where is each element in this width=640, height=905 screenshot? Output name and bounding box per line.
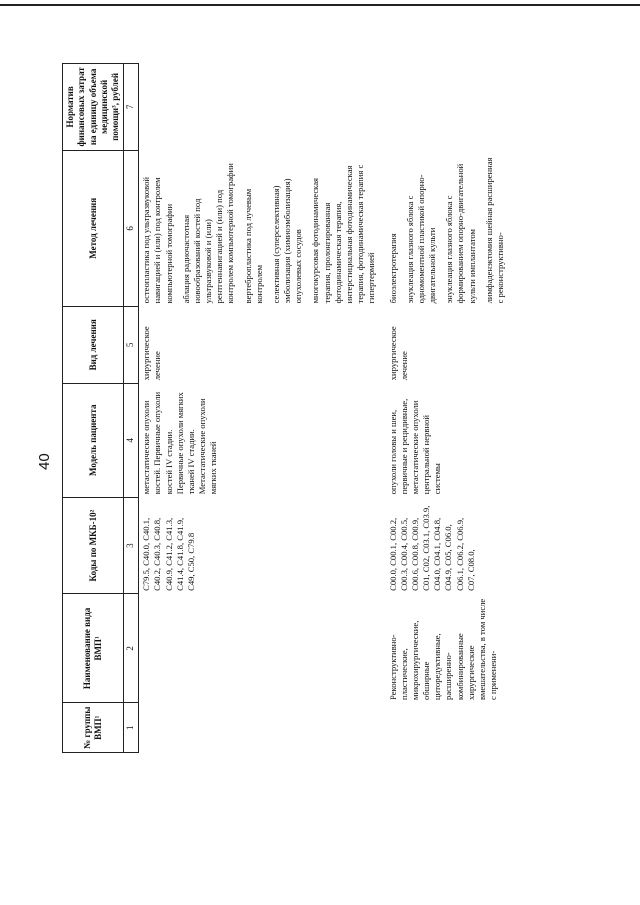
group-cell	[139, 703, 386, 753]
method-item: остеопластика под ультразвуковой навигацией и (или) под контролем компьютерной томографии	[141, 177, 174, 304]
column-number: 3	[124, 497, 139, 594]
method-item: лимфаденэктомия шейная расширенная с реконструктивно-	[483, 157, 505, 304]
header-row	[63, 64, 124, 753]
header-patient-model: Модель пациента	[63, 383, 124, 497]
name-cell	[139, 594, 386, 703]
column-number: 2	[124, 594, 139, 703]
column-number-row	[124, 64, 139, 753]
header-cost: Норматив финансовых затрат на единицу объема медицинской помощи³, рублей	[63, 64, 124, 151]
patient-model-cell: метастатические опухоли костей. Первичные опухоли костей IV стадии. Первичные опухоли мягких тканей IV стадии. Метастатические опухоли мягких тканей	[141, 391, 219, 495]
column-number: 7	[124, 64, 139, 151]
method-item: биоэлектротерапия	[387, 233, 398, 304]
cost-cell	[139, 64, 386, 151]
group-cell	[386, 703, 515, 753]
method-item: селективная (суперселективная) эмболизация (химиоэмболизация) опухолевых сосудов	[270, 178, 304, 304]
codes-cell: C00.0, C00.1, C00.2, C00.3, C00.4, C00.5, C00.6, C00.8, C00.9, C01, C02, C03.1, C03.9, C04.0, C04.1, C04.8, C04.9, C05, C06.0, C06.1, C06.2, C06.9, C07, C08.0,	[387, 505, 476, 591]
method-item: многокурсовая фотодинамическая терапия, пролонгированная фотодинамическая терапия, интерстициальная фотодинамическая терапия, фотодинамическая терапия с гипертермией	[310, 164, 377, 304]
table-row	[139, 64, 386, 753]
column-number: 6	[124, 150, 139, 306]
cost-cell	[386, 64, 515, 151]
method-item: аблация радиочастотная новообразований костей под ультразвуковой и (или) рентгеннавигацией и (или) под контролем компьютерной томографии	[180, 163, 236, 304]
method-item: энуклеация глазного яблока с одномоментной пластикой опорно-двигательной культи	[404, 174, 438, 304]
name-cell: Реконструктивно-пластические, микрохирургические, обширные циторедуктивные, расширенно-комбинированные хирургические вмешательства, в том числе с применени-	[387, 598, 499, 700]
method-item: вертебропластика под лучевым контролем	[242, 188, 264, 304]
header-name: Наименование вида ВМП¹	[63, 594, 124, 703]
patient-model-cell: опухоли головы и шеи, первичные и рецидивные, метастатические опухоли центральной нервной системы	[387, 398, 443, 495]
treatment-type-cell: хирургическое лечение	[387, 326, 409, 381]
column-number: 1	[124, 703, 139, 753]
page-number: 40	[36, 453, 53, 470]
header-group: № группы ВМП¹	[63, 703, 124, 753]
header-treatment-type: Вид лечения	[63, 306, 124, 383]
codes-cell: C79.5, C40.0, C40.1, C40.2, C40.3, C40.8, C40.9, C41.2, C41.3, C41.4, C41.8, C41.9, C49, C50, C79.8	[141, 517, 196, 591]
method-item: энуклеация глазного яблока с формированием опорно-двигательной культи имплантатом	[444, 163, 477, 304]
method-cell	[139, 150, 386, 306]
header-codes: Коды по МКБ-10²	[63, 497, 124, 594]
treatment-type-cell: хирургическое лечение	[141, 326, 163, 381]
header-method: Метод лечения	[63, 150, 124, 306]
method-cell	[386, 150, 515, 306]
table-row	[386, 64, 515, 753]
column-number: 5	[124, 306, 139, 383]
vmp-table	[62, 63, 514, 753]
column-number: 4	[124, 383, 139, 497]
